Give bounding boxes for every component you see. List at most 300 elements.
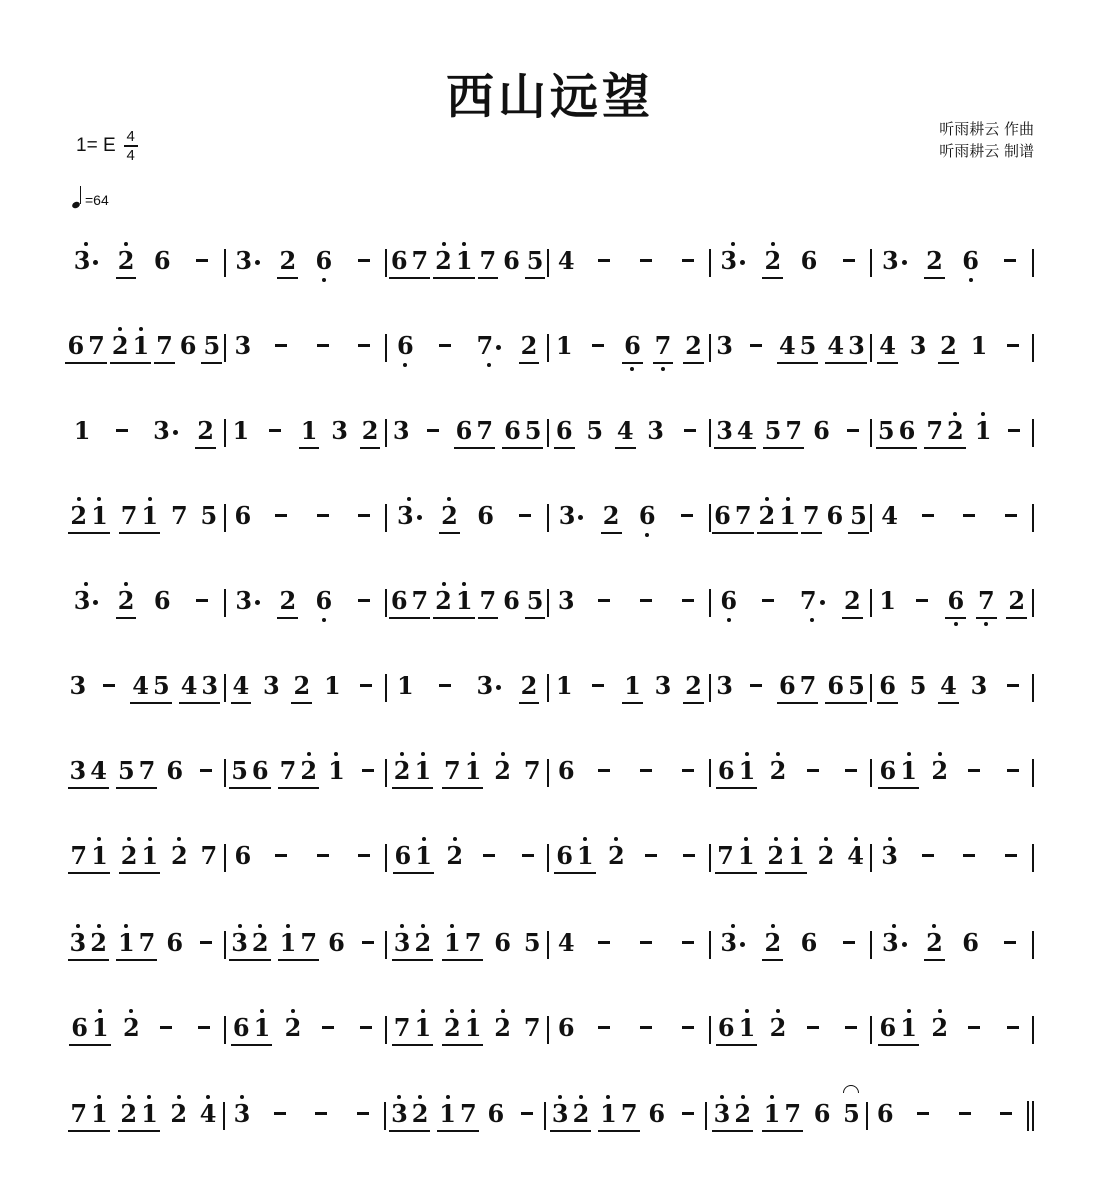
- note-group: [584, 415, 605, 449]
- note-group: [960, 245, 981, 279]
- high-octave-dot: [938, 1009, 942, 1013]
- note: 3: [477, 673, 502, 699]
- note: 5: [850, 500, 867, 530]
- note: 6: [826, 500, 844, 530]
- score-row: [64, 408, 1034, 458]
- note: 7: [411, 585, 429, 615]
- note: 3: [720, 248, 745, 274]
- note: 2: [293, 670, 311, 700]
- note: 2: [435, 588, 452, 614]
- note-group: [190, 1026, 218, 1034]
- note-group: [198, 1098, 219, 1132]
- score-row: [64, 1091, 1034, 1141]
- note: 2: [931, 758, 948, 784]
- note: 6: [71, 1012, 88, 1042]
- low-octave-dot: [727, 618, 731, 622]
- note-group: [632, 259, 660, 267]
- eighth-group: [525, 585, 546, 619]
- note-group: [798, 585, 827, 619]
- barline: [1032, 759, 1034, 787]
- note: 1: [624, 670, 641, 700]
- note-group: [232, 1098, 253, 1132]
- measure: [387, 408, 547, 458]
- note: 3: [234, 330, 252, 360]
- note-group: [309, 344, 337, 352]
- note-group: [997, 514, 1025, 522]
- note: 1: [900, 1015, 917, 1041]
- low-octave-dot: [661, 367, 665, 371]
- dash-extension: [317, 344, 329, 347]
- note-group: [969, 670, 990, 704]
- eighth-group: [777, 670, 818, 704]
- high-octave-dot: [745, 1009, 749, 1013]
- note-group: [675, 854, 703, 862]
- measure: [546, 1091, 705, 1141]
- eighth-group: [945, 585, 966, 619]
- tempo-value: =64: [85, 192, 109, 208]
- measure: [387, 748, 547, 798]
- high-octave-dot: [260, 1009, 264, 1013]
- rhythm-dot: [740, 942, 745, 947]
- note: 2: [70, 503, 87, 529]
- note-group: [152, 585, 173, 619]
- note-group: [95, 684, 123, 692]
- measure: [64, 408, 224, 458]
- note-group: [395, 330, 416, 364]
- note: 6: [394, 840, 412, 870]
- note: 4: [778, 330, 796, 360]
- note-group: [879, 840, 900, 874]
- note-group: [908, 670, 929, 704]
- note: 1: [970, 330, 988, 360]
- high-octave-dot: [953, 412, 957, 416]
- high-octave-dot: [765, 497, 769, 501]
- note: 4: [200, 1101, 217, 1127]
- dash-extension: [196, 259, 208, 262]
- high-octave-dot: [731, 242, 735, 246]
- eighth-group: [712, 500, 753, 534]
- note-group: [349, 1112, 377, 1120]
- eighth-group: [601, 500, 622, 534]
- note-group: [475, 500, 496, 534]
- eighth-group: [763, 415, 804, 449]
- note-group: [283, 1012, 304, 1046]
- high-octave-dot: [124, 582, 128, 586]
- dash-extension: [521, 1112, 533, 1115]
- note-group: [835, 259, 863, 267]
- dash-extension: [640, 259, 652, 262]
- measure: [549, 833, 709, 883]
- eighth-group: [757, 500, 798, 534]
- note: 7: [200, 840, 218, 870]
- note: 7: [300, 927, 318, 957]
- high-octave-dot: [147, 1095, 151, 1099]
- high-octave-dot: [148, 497, 152, 501]
- dash-extension: [592, 344, 604, 347]
- note: 3: [69, 755, 87, 785]
- note: 1: [456, 248, 473, 274]
- dash-extension: [845, 769, 857, 772]
- note: 2: [197, 415, 214, 445]
- measure: [872, 408, 1032, 458]
- score-title: 西山远望: [445, 69, 654, 125]
- note: 6: [800, 927, 818, 957]
- high-octave-dot: [97, 837, 101, 841]
- eighth-group: [924, 415, 965, 449]
- note-group: [199, 500, 220, 534]
- note: 1: [141, 843, 158, 869]
- note-group: [492, 1012, 513, 1046]
- note-group: [267, 514, 295, 522]
- note: 3: [74, 588, 99, 614]
- note: 2: [947, 418, 964, 444]
- note: 1: [465, 758, 482, 784]
- eighth-group: [65, 330, 106, 364]
- note: 3: [714, 1101, 731, 1127]
- measure: [711, 920, 871, 970]
- note: 1: [738, 843, 755, 869]
- eighth-group: [976, 585, 997, 619]
- note-group: [960, 1026, 988, 1034]
- note: 7: [479, 245, 497, 275]
- note: 6: [962, 927, 979, 957]
- measure: [711, 833, 871, 883]
- note-group: [350, 514, 378, 522]
- note: 7: [802, 500, 820, 530]
- dash-extension: [160, 1026, 172, 1029]
- measure: [387, 493, 547, 543]
- note-group: [590, 769, 618, 777]
- measure: [707, 1091, 866, 1141]
- eighth-group: [278, 927, 319, 961]
- note-group: [556, 245, 577, 279]
- note-group: [314, 1026, 342, 1034]
- note-group: [929, 1012, 950, 1046]
- dash-extension: [598, 259, 610, 262]
- note-group: [799, 245, 820, 279]
- measure: [872, 1005, 1032, 1055]
- high-octave-dot: [907, 752, 911, 756]
- eighth-group: [938, 330, 959, 364]
- note-group: [908, 330, 929, 364]
- note-group: [554, 670, 575, 704]
- note: 3: [716, 330, 733, 360]
- note-group: [354, 769, 382, 777]
- dash-extension: [917, 1112, 929, 1115]
- high-octave-dot: [97, 1095, 101, 1099]
- note-group: [877, 585, 898, 619]
- note-group: [352, 684, 380, 692]
- rhythm-dot: [93, 260, 98, 265]
- note-group: [475, 330, 504, 364]
- low-octave-dot: [322, 618, 326, 622]
- high-octave-dot: [462, 582, 466, 586]
- dash-extension: [275, 854, 287, 857]
- note-group: [108, 429, 136, 437]
- rhythm-dot: [173, 430, 178, 435]
- measure: [872, 663, 1032, 713]
- note: 1: [323, 670, 341, 700]
- eighth-group: [68, 500, 109, 534]
- eighth-group: [110, 330, 151, 364]
- measure: [872, 493, 1032, 543]
- eighth-group: [442, 755, 483, 789]
- measure: [226, 238, 386, 288]
- dash-extension: [916, 599, 928, 602]
- eighth-group: [622, 670, 643, 704]
- note-group: [352, 1026, 380, 1034]
- note: 5: [909, 670, 927, 700]
- high-octave-dot: [453, 837, 457, 841]
- note-group: [326, 927, 347, 961]
- note: 1: [465, 1015, 482, 1041]
- eighth-group: [360, 415, 381, 449]
- note-group: [909, 1112, 937, 1120]
- high-octave-dot: [124, 924, 128, 928]
- note-group: [557, 500, 586, 534]
- eighth-group: [1006, 585, 1027, 619]
- high-octave-dot: [84, 242, 88, 246]
- note: 4: [736, 415, 754, 445]
- time-signature: [124, 128, 138, 164]
- note-group: [742, 684, 770, 692]
- eighth-group: [229, 755, 270, 789]
- key-label: 1= E: [76, 134, 116, 156]
- note-group: [322, 670, 343, 704]
- dash-extension: [362, 769, 374, 772]
- note-group: [674, 941, 702, 949]
- dash-extension: [315, 1112, 327, 1115]
- measure: [64, 493, 224, 543]
- note-group: [632, 941, 660, 949]
- note-group: [168, 1098, 189, 1132]
- note-group: [880, 927, 909, 961]
- note: 3: [70, 930, 87, 956]
- note: 2: [602, 500, 620, 530]
- note-group: [879, 500, 900, 534]
- note-group: [231, 415, 252, 449]
- note-group: [350, 599, 378, 607]
- eighth-group: [525, 245, 546, 279]
- note: 3: [391, 1101, 408, 1127]
- note-group: [718, 245, 747, 279]
- eighth-group: [119, 840, 160, 874]
- high-octave-dot: [127, 837, 131, 841]
- note: 6: [624, 333, 641, 359]
- note-group: [754, 599, 782, 607]
- eighth-group: [848, 500, 869, 534]
- note: 6: [648, 1098, 666, 1128]
- note: 6: [455, 415, 473, 445]
- note: 1: [444, 930, 461, 956]
- note: 5: [526, 585, 544, 615]
- measure: [711, 748, 871, 798]
- score-row: [64, 578, 1034, 628]
- note-group: [816, 840, 837, 874]
- rhythm-dot: [255, 600, 260, 605]
- note-group: [839, 429, 867, 437]
- high-octave-dot: [421, 924, 425, 928]
- note: 2: [573, 1101, 590, 1127]
- note: 1: [577, 843, 594, 869]
- eighth-group: [68, 1098, 109, 1132]
- dash-extension: [750, 684, 762, 687]
- note: 6: [234, 840, 252, 870]
- note: 6: [717, 1012, 735, 1042]
- high-octave-dot: [77, 497, 81, 501]
- note: 1: [91, 843, 108, 869]
- high-octave-dot: [614, 837, 618, 841]
- note: 1: [555, 330, 573, 360]
- note: 1: [600, 1101, 617, 1127]
- rhythm-dot: [902, 260, 907, 265]
- eighth-group: [116, 927, 157, 961]
- score-row: [64, 323, 1034, 373]
- note: 2: [300, 758, 317, 784]
- note: 1: [415, 843, 432, 869]
- note: 6: [153, 245, 171, 275]
- dash-extension: [196, 599, 208, 602]
- note-group: [72, 585, 101, 619]
- note-group: [718, 585, 739, 619]
- note: 5: [523, 927, 541, 957]
- key-signature: [76, 128, 138, 164]
- eighth-group: [622, 330, 643, 364]
- note-group: [875, 1098, 896, 1132]
- eighth-group: [393, 840, 434, 874]
- note: 7: [717, 840, 734, 870]
- note-group: [637, 854, 665, 862]
- note: 2: [494, 1015, 511, 1041]
- note: 3: [153, 418, 178, 444]
- high-octave-dot: [462, 242, 466, 246]
- dash-extension: [483, 854, 495, 857]
- note: 1: [91, 503, 108, 529]
- note: 1: [300, 415, 318, 445]
- dash-extension: [103, 684, 115, 687]
- note-group: [178, 330, 199, 364]
- score-row: [64, 1005, 1034, 1055]
- eighth-group: [825, 330, 866, 364]
- note-group: [431, 684, 459, 692]
- high-octave-dot: [129, 1009, 133, 1013]
- high-octave-dot: [938, 752, 942, 756]
- high-octave-dot: [892, 924, 896, 928]
- note: 1: [414, 758, 431, 784]
- note-group: [673, 514, 701, 522]
- note-group: [955, 514, 983, 522]
- eighth-group: [437, 1098, 478, 1132]
- note: 1: [141, 1101, 158, 1127]
- note-group: [164, 927, 185, 961]
- note-group: [674, 1112, 702, 1120]
- eighth-group: [68, 755, 109, 789]
- eighth-group: [389, 245, 430, 279]
- note-group: [444, 840, 465, 874]
- high-octave-dot: [450, 924, 454, 928]
- note-group: [674, 259, 702, 267]
- dash-extension: [317, 514, 329, 517]
- dash-extension: [592, 684, 604, 687]
- high-octave-dot: [124, 242, 128, 246]
- eighth-group: [116, 755, 157, 789]
- note: 2: [1008, 585, 1026, 615]
- dash-extension: [362, 941, 374, 944]
- note-group: [68, 670, 89, 704]
- note: 2: [685, 330, 702, 360]
- dash-extension: [116, 429, 128, 432]
- dash-extension: [317, 854, 329, 857]
- note: 6: [557, 1012, 575, 1042]
- note-group: [188, 599, 216, 607]
- note-group: [307, 1112, 335, 1120]
- eighth-group: [291, 670, 312, 704]
- tempo-marking: [72, 186, 109, 208]
- note-group: [999, 344, 1027, 352]
- note: 4: [827, 330, 845, 360]
- high-octave-dot: [854, 837, 858, 841]
- note: 3: [397, 503, 422, 529]
- measure: [226, 578, 386, 628]
- note: 2: [118, 248, 135, 274]
- note: 2: [123, 1015, 140, 1041]
- dash-extension: [1007, 684, 1019, 687]
- note: 3: [74, 248, 99, 274]
- barline: [1032, 419, 1034, 447]
- rhythm-dot: [496, 345, 501, 350]
- note: 6: [477, 500, 494, 530]
- note-group: [556, 585, 577, 619]
- note: 3: [559, 503, 584, 529]
- note: 6: [879, 670, 896, 700]
- high-octave-dot: [127, 1095, 131, 1099]
- high-octave-dot: [177, 1095, 181, 1099]
- eighth-group: [598, 1098, 639, 1132]
- note: 5: [524, 415, 542, 445]
- high-octave-dot: [771, 242, 775, 246]
- barline: [1032, 334, 1034, 362]
- eighth-group: [392, 927, 433, 961]
- dash-extension: [684, 429, 696, 432]
- high-octave-dot: [446, 1095, 450, 1099]
- eighth-group: [118, 1098, 159, 1132]
- high-octave-dot: [442, 242, 446, 246]
- note: 4: [847, 843, 864, 869]
- dash-extension: [360, 684, 372, 687]
- eighth-group: [442, 927, 483, 961]
- note-group: [309, 514, 337, 522]
- eighth-group: [762, 1098, 803, 1132]
- note: 2: [285, 1015, 302, 1041]
- measure: [386, 1091, 545, 1141]
- note: 7: [464, 927, 482, 957]
- note-group: [996, 259, 1024, 267]
- note-group: [329, 415, 350, 449]
- note: 6: [557, 755, 575, 785]
- high-octave-dot: [258, 924, 262, 928]
- low-octave-dot: [645, 533, 649, 537]
- note: 1: [328, 758, 345, 784]
- note: 1: [439, 1101, 456, 1127]
- note: 4: [881, 500, 898, 530]
- note: 3: [231, 930, 248, 956]
- final-barline: [1027, 1101, 1034, 1131]
- measure: [711, 663, 871, 713]
- note: 1: [133, 333, 150, 359]
- note-group: [188, 259, 216, 267]
- note-group: [799, 927, 820, 961]
- note: 1: [739, 758, 756, 784]
